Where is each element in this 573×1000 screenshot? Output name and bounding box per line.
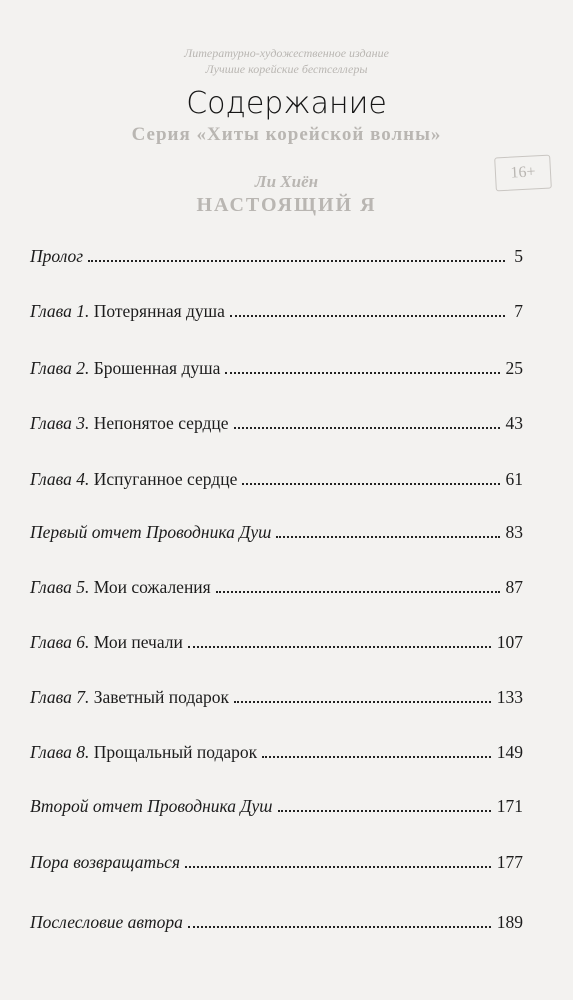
toc-page-number: 171 — [496, 796, 523, 816]
toc-entry-label: Глава 3. Непонятое сердце — [30, 413, 229, 433]
toc-entry-label: Глава 4. Испуганное сердце — [30, 469, 238, 489]
toc-leader-dots — [242, 482, 499, 485]
toc-entry-label: Глава 6. Мои печали — [30, 632, 183, 652]
toc-entry-label: Глава 1. Потерянная душа — [30, 301, 225, 321]
toc-entry — [30, 246, 523, 266]
toc-page-number: 61 — [505, 469, 523, 489]
toc-leader-dots — [188, 645, 491, 648]
age-rating-badge: 16+ — [494, 155, 552, 192]
toc-entry — [30, 912, 523, 932]
toc-leader-dots — [278, 809, 491, 812]
toc-page-number: 133 — [496, 687, 523, 707]
toc-leader-dots — [262, 755, 491, 758]
toc-leader-dots — [88, 259, 505, 262]
toc-page-number: 83 — [505, 522, 523, 542]
toc-entry — [30, 358, 523, 378]
toc-leader-dots — [188, 925, 491, 928]
toc-leader-dots — [185, 865, 491, 868]
toc-leader-dots — [234, 426, 500, 429]
toc-entry-label: Глава 5. Мои сожаления — [30, 577, 211, 597]
toc-page-number: 177 — [496, 852, 523, 872]
toc-entry-label: Первый отчет Проводника Душ — [30, 522, 272, 542]
toc-entry — [30, 742, 523, 762]
toc-page-number: 7 — [514, 301, 523, 321]
toc-entry-label: Глава 8. Прощальный подарок — [30, 742, 258, 762]
bleed-through-text: Серия «Хиты корейской волны» — [131, 124, 442, 145]
toc-entry-label: Пора возвращаться — [30, 852, 180, 872]
toc-leader-dots — [276, 535, 499, 538]
toc-page-number: 107 — [496, 632, 523, 652]
bleed-through-text: Лучшие корейские бестселлеры — [205, 62, 368, 76]
toc-leader-dots — [234, 700, 491, 703]
toc-page-number: 25 — [505, 358, 523, 378]
toc-entry — [30, 301, 523, 321]
toc-leader-dots — [230, 314, 505, 317]
toc-page-number: 149 — [496, 742, 523, 762]
toc-entry — [30, 522, 523, 542]
toc-entry-label: Глава 7. Заветный подарок — [30, 687, 229, 707]
toc-leader-dots — [225, 371, 499, 374]
toc-entry-label: Пролог — [30, 246, 84, 266]
toc-leader-dots — [216, 590, 500, 593]
bleed-through-text: НАСТОЯЩИЙ Я — [196, 194, 377, 216]
toc-entry-label: Второй отчет Проводника Душ — [30, 796, 273, 816]
toc-page-number: 5 — [514, 246, 523, 266]
toc-page-number: 43 — [505, 413, 523, 433]
toc-entry — [30, 632, 523, 652]
toc-entry — [30, 852, 523, 872]
bleed-through-text: Ли Хиён — [254, 172, 319, 191]
toc-entry — [30, 469, 523, 489]
toc-entry-label: Послесловие автора — [30, 912, 183, 932]
toc-page-number: 87 — [505, 577, 523, 597]
toc-entry — [30, 687, 523, 707]
bleed-through-text: Литературно-художественное издание — [184, 46, 389, 60]
toc-entry — [30, 796, 523, 816]
page-title: Содержание — [186, 86, 387, 121]
toc-entry — [30, 413, 523, 433]
toc-entry — [30, 577, 523, 597]
toc-page-number: 189 — [496, 912, 523, 932]
toc-entry-label: Глава 2. Брошенная душа — [30, 358, 221, 378]
